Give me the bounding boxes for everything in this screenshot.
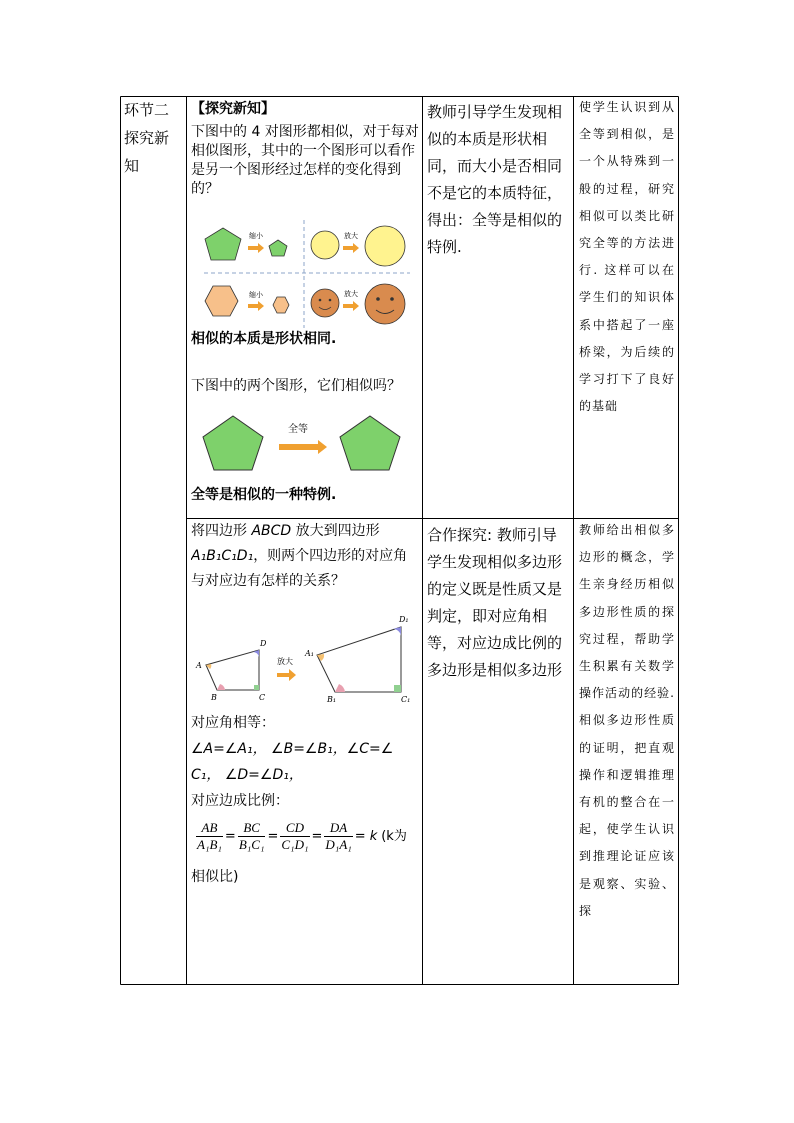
enlarge-label: 放大 bbox=[277, 657, 293, 666]
row1-teacher-text: 教师引导学生发现相似的本质是形状相同，而大小是否相同不是它的本质特征，得出：全等是相似的特例. bbox=[427, 103, 563, 256]
large-hexagon bbox=[205, 286, 238, 316]
section-heading: 【探究新知】 bbox=[191, 101, 275, 117]
ratio-tail: (k为 bbox=[381, 828, 407, 844]
label-d1: D₁ bbox=[399, 615, 409, 624]
row1-intent-text: 使学生认识到从全等到相似，是一个从特殊到一般的过程，研究相似可以类比研究全等的方法进行. 这样可以在学生们的知识体系中搭起了一座桥梁，为后续的学习打下了良好的基础 bbox=[579, 100, 675, 414]
fraction-cd: $\frac{CD}{\text{C₁D₁}}$ bbox=[281, 820, 309, 852]
fraction-bc: $\frac{BC}{\text{B₁C₁}}$ bbox=[238, 820, 265, 852]
angle-b-mark bbox=[217, 684, 225, 690]
label-d: D bbox=[260, 639, 267, 648]
row1-intent-cell bbox=[579, 94, 675, 474]
angle-d1-mark bbox=[393, 627, 401, 636]
row1-teacher-cell bbox=[427, 99, 569, 279]
row2-intent-text: 教师给出相似多边形的概念，学生亲身经历相似多边形性质的探究过程，帮助学生积累有关数学操作活动的经验. 相似多边形性质的证明，把直观操作和逻辑推理有机的整合在一起，使学生认识到推理论证应该是观察、实验、探 bbox=[579, 523, 675, 918]
question-similar: 下图中的两个图形，它们相似吗？ bbox=[191, 378, 401, 394]
row2-content-cell bbox=[191, 519, 419, 609]
label-b: B bbox=[211, 693, 217, 702]
task-statement bbox=[191, 519, 419, 594]
ratio-formula bbox=[196, 820, 418, 864]
large-circle bbox=[365, 226, 405, 266]
fraction-ab: $\frac{AB}{\text{A₁B₁}}$ bbox=[197, 820, 222, 852]
shrink-arrow-1 bbox=[248, 243, 264, 253]
small-pentagon bbox=[269, 240, 287, 256]
quad-abcd-shape bbox=[206, 650, 259, 690]
special-case-statement: 全等是相似的一种特例. bbox=[191, 487, 337, 503]
angle-c-mark bbox=[254, 685, 259, 690]
congruent-arrow bbox=[279, 440, 327, 454]
shrink-arrow-2 bbox=[248, 301, 264, 311]
angles-line-1: ∠A=∠A₁， ∠B=∠B₁，∠C=∠ bbox=[191, 741, 394, 757]
congruent-label: 全等 bbox=[288, 424, 308, 435]
angles-line-2: C₁， ∠D=∠D₁， bbox=[191, 767, 303, 783]
label-b1: B₁ bbox=[327, 695, 337, 702]
angles-title: 对应角相等： bbox=[191, 715, 275, 731]
label-c1: C₁ bbox=[401, 695, 411, 702]
left-pentagon bbox=[203, 416, 263, 470]
quad-a1b1c1d1: A₁B₁C₁D₁ bbox=[191, 548, 254, 564]
enlarge-arrow-2 bbox=[343, 301, 359, 311]
large-pentagon bbox=[205, 228, 241, 260]
shrink-label-1: 缩小 bbox=[249, 232, 263, 240]
fraction-da: $\frac{DA}{\text{D₁A₁}}$ bbox=[325, 820, 352, 852]
essence-statement: 相似的本质是形状相同. bbox=[191, 331, 337, 347]
angle-c1-mark bbox=[394, 685, 401, 692]
small-face bbox=[311, 289, 339, 317]
row2-teacher-text: 合作探究: 教师引导学生发现相似多边形的定义既是性质又是判定，即对应角相等，对应边成比例的多边形是相似多边形 bbox=[427, 526, 563, 679]
enlarge-label-1: 放大 bbox=[344, 232, 358, 240]
row2-relations bbox=[191, 710, 419, 820]
equals-2: = bbox=[267, 828, 279, 844]
angle-b1-mark bbox=[335, 684, 345, 692]
stage-line-3: 知 bbox=[124, 157, 140, 175]
right-pentagon bbox=[340, 416, 400, 470]
task-part-2: 放大到四边形 bbox=[295, 523, 380, 539]
task-part-3: ，则两个四边形的对应角与对应边有怎样的关系？ bbox=[191, 548, 408, 589]
enlarge-arrow-1 bbox=[343, 243, 359, 253]
ratio-tail-line bbox=[191, 866, 419, 892]
equals-1: = bbox=[224, 828, 236, 844]
row1-bottom-text bbox=[191, 484, 419, 510]
ratio-k: k bbox=[369, 828, 378, 844]
sides-title: 对应边成比例： bbox=[191, 793, 289, 809]
label-a: A bbox=[196, 661, 202, 670]
ratio-tail-2: 相似比) bbox=[191, 869, 239, 885]
stage-cell bbox=[124, 96, 184, 216]
stage-line-2: 探究新 bbox=[124, 129, 170, 147]
row1-mid-text bbox=[191, 328, 419, 408]
large-face bbox=[365, 284, 405, 324]
label-a1: A₁ bbox=[305, 649, 314, 658]
shrink-label-2: 缩小 bbox=[249, 291, 263, 299]
small-hexagon bbox=[273, 297, 289, 313]
row2-intent-cell bbox=[579, 517, 675, 982]
equals-4: = bbox=[354, 828, 366, 844]
task-part-1: 将四边形 bbox=[191, 523, 247, 539]
quadrilateral-enlarge-diagram bbox=[193, 610, 415, 702]
intro-text: 下图中的 4 对图形都相似，对于每对相似图形，其中的一个图形可以看作是另一个图形经过怎样的变化得到的？ bbox=[191, 124, 419, 197]
congruent-pentagons-diagram bbox=[200, 412, 410, 474]
enlarge-label-2: 放大 bbox=[344, 290, 358, 298]
label-c: C bbox=[259, 693, 266, 702]
equals-3: = bbox=[311, 828, 323, 844]
row2-teacher-cell bbox=[427, 522, 569, 712]
stage-line-1: 环节二 bbox=[124, 101, 170, 119]
quad-a1b1c1d1-shape bbox=[317, 627, 401, 692]
enlarge-arrow bbox=[277, 669, 296, 681]
quad-abcd: ABCD bbox=[251, 523, 292, 539]
small-circle bbox=[311, 231, 339, 259]
similar-figures-diagram bbox=[198, 218, 412, 330]
